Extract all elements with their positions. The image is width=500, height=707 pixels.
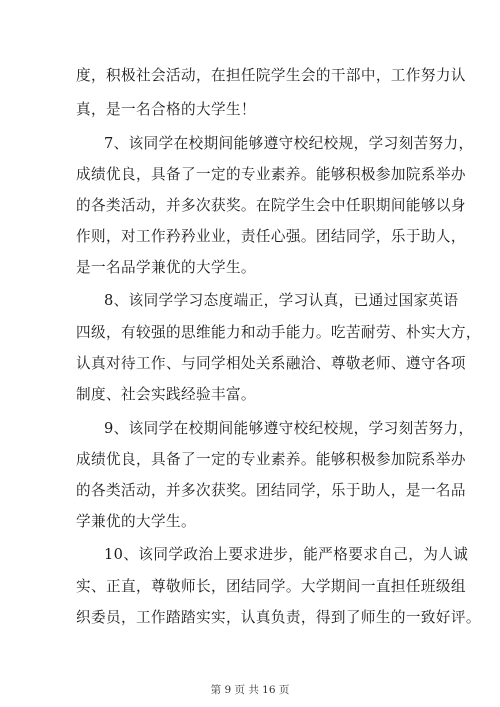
page-footer: 第 9 页 共 16 页 xyxy=(210,684,290,696)
text-line: 实、正直，尊敬师长，团结同学。大学期间一直担任班级组 xyxy=(76,578,466,595)
paragraph-7-start: 7、该同学在校期间能够遵守校纪校规，学习刻苦努力， xyxy=(104,135,474,152)
text-line: 认真对待工作、与同学相处关系融洽、尊敬老师、遵守各项 xyxy=(76,355,466,372)
text-line: 成绩优良，具备了一定的专业素养。能够积极参加院系举办 xyxy=(76,451,466,468)
paragraph-9-start: 9、该同学在校期间能够遵守校纪校规，学习刻苦努力， xyxy=(104,420,474,437)
text-line: 制度、社会实践经验丰富。 xyxy=(76,386,256,403)
text-line: 织委员，工作踏踏实实，认真负责，得到了师生的一致好评。 xyxy=(76,609,481,626)
text-line: 真，是一名合格的大学生！ xyxy=(76,101,256,118)
text-line: 作则，对工作矜矜业业，责任心强。团结同学，乐于助人， xyxy=(76,228,466,245)
text-line: 成绩优良，具备了一定的专业素养。能够积极参加院系举办 xyxy=(76,166,466,183)
text-line: 的各类活动，并多次获奖。在院学生会中任职期间能够以身 xyxy=(76,197,466,214)
text-line: 四级，有较强的思维能力和动手能力。吃苦耐劳、朴实大方， xyxy=(76,324,481,341)
text-line: 度，积极社会活动，在担任院学生会的干部中，工作努力认 xyxy=(76,67,466,84)
text-line: 是一名品学兼优的大学生。 xyxy=(76,259,256,276)
text-line: 学兼优的大学生。 xyxy=(76,513,196,530)
paragraph-8-start: 8、该同学学习态度端正，学习认真，已通过国家英语 xyxy=(104,292,459,309)
paragraph-10-start: 10、该同学政治上要求进步，能严格要求自己，为人诚 xyxy=(104,546,469,563)
text-line: 的各类活动，并多次获奖。团结同学，乐于助人，是一名品 xyxy=(76,482,466,499)
